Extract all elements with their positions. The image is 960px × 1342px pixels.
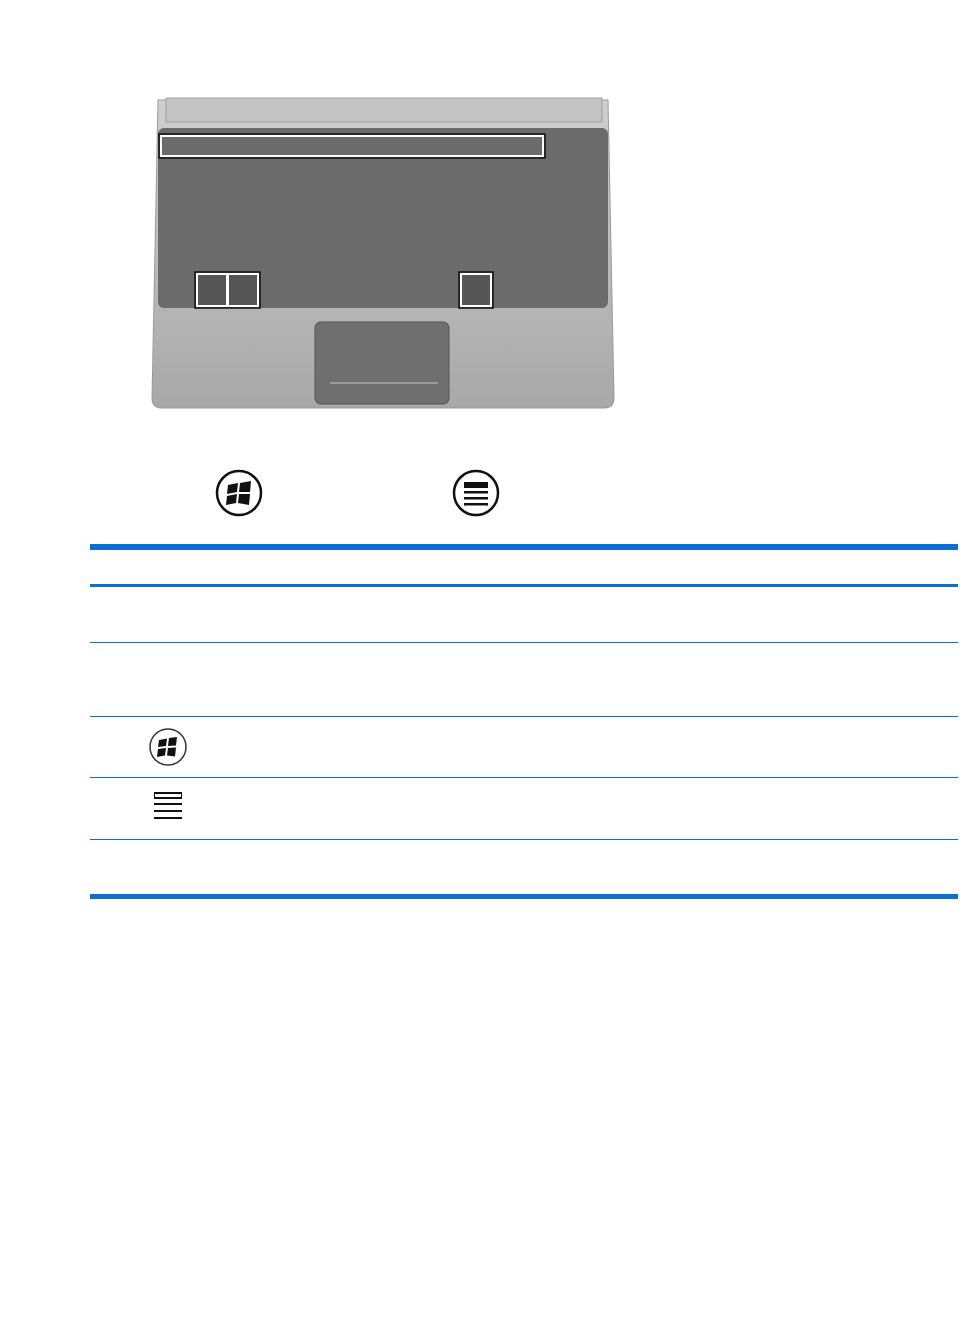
table-bottom-rule xyxy=(90,894,958,899)
windows-key-highlight xyxy=(228,274,258,306)
hinge xyxy=(166,98,602,122)
table-top-rule xyxy=(90,544,958,550)
page-footer xyxy=(2,1318,62,1340)
context-menu-icon xyxy=(454,471,498,515)
row-separator xyxy=(90,642,958,643)
row-separator xyxy=(90,777,958,778)
windows-logo-icon xyxy=(217,471,261,515)
keyboard-illustration xyxy=(86,38,686,528)
table-header-rule xyxy=(90,584,958,587)
row-separator xyxy=(90,839,958,840)
context-menu-icon xyxy=(146,786,190,828)
row-separator xyxy=(90,716,958,717)
touchpad xyxy=(315,322,449,404)
fn-key-highlight xyxy=(197,274,227,306)
context-key-highlight xyxy=(461,274,491,306)
windows-logo-icon xyxy=(146,726,190,768)
